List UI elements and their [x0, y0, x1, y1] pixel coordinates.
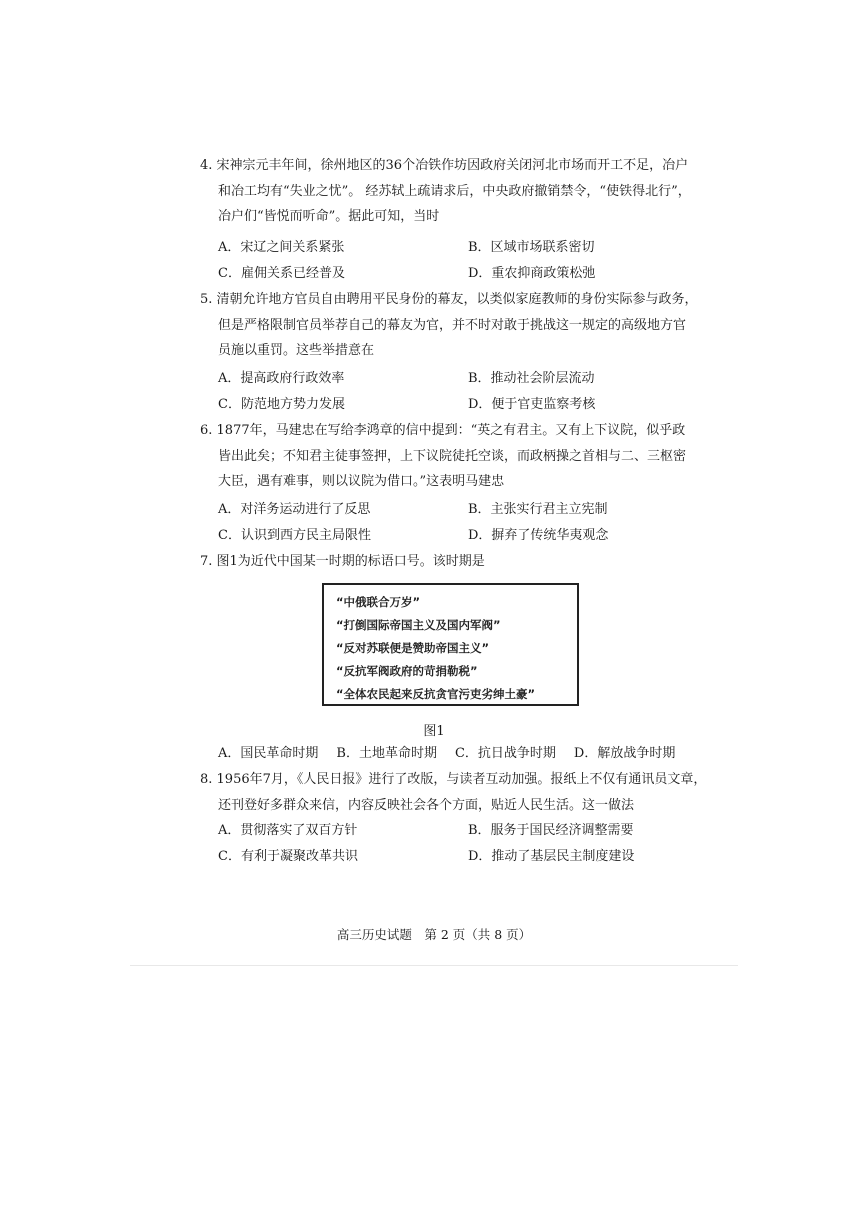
option-c: C．抗日战争时期: [454, 746, 556, 761]
option-b: B．区域市场联系密切: [468, 240, 595, 255]
option-d: D．便于官吏监察考核: [468, 397, 596, 412]
question-4-line-2: 和冶工均有“失业之忧”。 经苏轼上疏请求后，中央政府撤销禁令，“使铁得北行”，: [218, 183, 691, 199]
slogan-4: “反抗军阀政府的苛捐勒税”: [336, 664, 478, 678]
question-5: [200, 287, 700, 364]
option-b: B．推动社会阶层流动: [468, 371, 595, 386]
question-5-options: [218, 366, 718, 418]
option-c: C．雇佣关系已经普及: [218, 266, 345, 281]
option-d: D．解放战争时期: [573, 746, 676, 761]
option-a: A．宋辽之间关系紧张: [218, 240, 345, 255]
option-c: C．防范地方势力发展: [218, 397, 345, 412]
question-6-line-2: 皆出此矣；不知君主徒事签押，上下议院徒托空谈，而政柄操之首相与二、三枢密: [218, 448, 687, 464]
question-7-line-1: 7. 图1为近代中国某一时期的标语口号。该时期是: [200, 554, 485, 569]
question-5-line-3: 员施以重罚。这些举措意在: [218, 343, 375, 358]
slogan-3: “反对苏联便是赞助帝国主义”: [336, 641, 490, 655]
question-5-line-2: 但是严格限制官员举荐自己的幕友为官，并不时对敢于挑战这一规定的高级地方官: [218, 317, 687, 333]
question-7-options: [218, 741, 718, 767]
option-a: A．贯彻落实了双百方针: [218, 823, 358, 838]
figure-caption: 图1: [423, 724, 445, 739]
page-footer: 高三历史试题 第 2 页（共 8 页）: [336, 927, 532, 942]
question-4-line-3: 冶户们“皆悦而听命”。据此可知，当时: [218, 209, 440, 224]
question-4-options: [218, 235, 718, 287]
option-d: D．重农抑商政策松弛: [468, 266, 596, 281]
question-5-line-1: 5. 清朝允许地方官员自由聘用平民身份的幕友，以类似家庭教师的身份实际参与政务，: [200, 292, 698, 307]
question-8: [200, 767, 707, 818]
option-c: C．认识到西方民主局限性: [218, 528, 371, 543]
option-a: A．提高政府行政效率: [218, 371, 345, 386]
slogan-2: “打倒国际帝国主义及国内军阀”: [336, 618, 501, 632]
question-8-line-2: 还刊登好多群众来信，内容反映社会各个方面，贴近人民生活。这一做法: [218, 797, 635, 813]
slogan-5: “全体农民起来反抗贪官污吏劣绅土豪”: [336, 687, 536, 701]
option-b: B．主张实行君主立宪制: [468, 502, 608, 517]
question-6-line-3: 大臣，遇有难事，则以议院为借口。”这表明马建忠: [218, 474, 505, 489]
question-6-options: [218, 497, 718, 549]
option-a: A．国民革命时期: [218, 746, 319, 761]
option-c: C．有利于凝聚改革共识: [218, 849, 358, 864]
slogan-figure: [322, 583, 579, 706]
question-8-line-1: 8. 1956年7月，《人民日报》进行了改版，与读者互动加强。报纸上不仅有通讯员文章，: [200, 772, 707, 787]
question-4-line-1: 4. 宋神宗元丰年间，徐州地区的36个冶铁作坊因政府关闭河北市场而开工不足，冶户: [200, 158, 689, 173]
question-6: [200, 418, 700, 495]
option-b: B．服务于国民经济调整需要: [468, 823, 634, 838]
question-4: [200, 153, 700, 230]
question-7: [200, 549, 700, 575]
option-b: B．土地革命时期: [336, 746, 437, 761]
option-d: D．推动了基层民主制度建设: [468, 849, 635, 864]
slogan-1: “中俄联合万岁”: [336, 595, 421, 609]
page-divider: [130, 965, 738, 966]
option-d: D．摒弃了传统华夷观念: [468, 528, 609, 543]
question-6-line-1: 6. 1877年，马建忠在写给李鸿章的信中提到：“英之有君主。又有上下议院，似乎政: [200, 423, 686, 438]
option-a: A．对洋务运动进行了反思: [218, 502, 371, 517]
question-8-options: [218, 818, 718, 870]
